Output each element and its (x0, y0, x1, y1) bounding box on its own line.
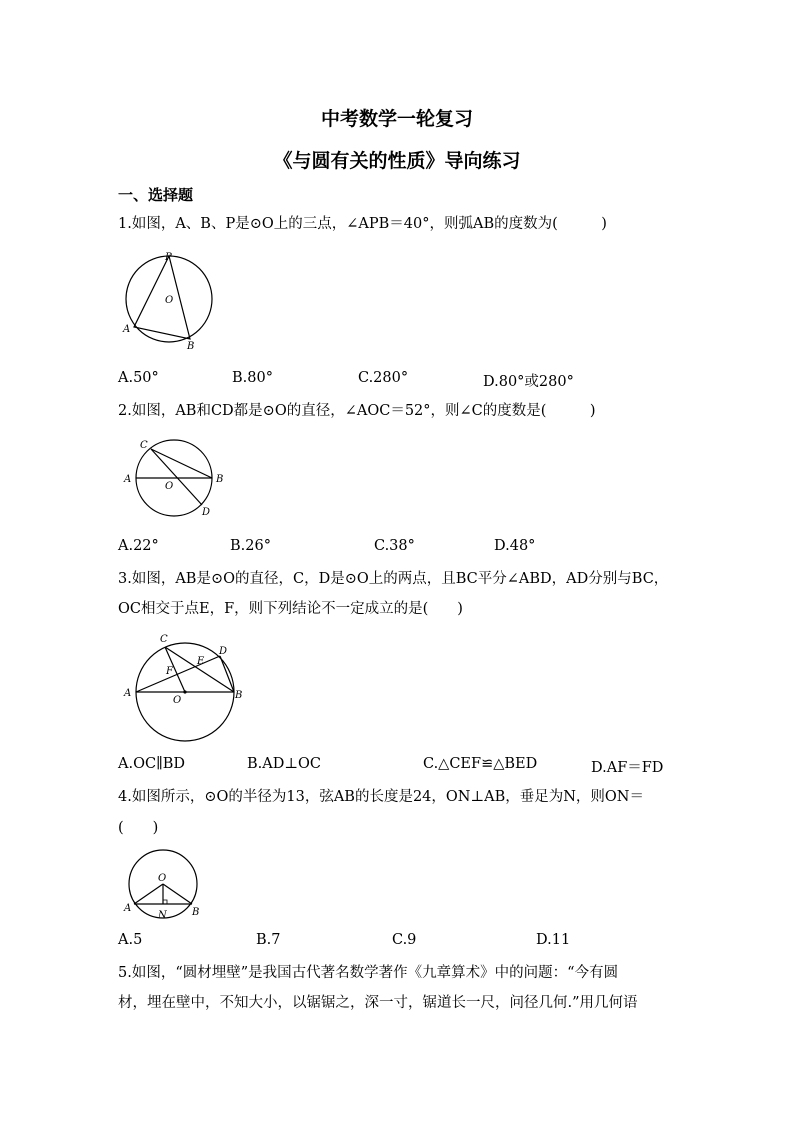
question-4-option-a: A.5 (118, 932, 143, 948)
diameter-cd (151, 449, 202, 505)
label-d: D (219, 646, 228, 657)
question-4-stem-line-1: 4.如图所示，⊙O的半径为13，弦AB的长度是24，ON⊥AB，垂足为N，则ON＝ (118, 789, 644, 805)
question-3-stem-line-2: OC相交于点E，F，则下列结论不一定成立的是( ) (118, 601, 463, 617)
page-title: 中考数学一轮复习 (320, 108, 473, 130)
question-5-stem-line-1: 5.如图，“圆材埋壁”是我国古代著名数学著作《九章算术》中的问题：“今有圆 (118, 965, 619, 981)
label-a: A (124, 474, 132, 485)
label-o: O (165, 481, 174, 492)
label-b: B (192, 907, 200, 918)
question-4-option-d: D.11 (536, 932, 571, 948)
question-3-option-d: D.AF＝FD (591, 760, 664, 776)
center-dot (183, 690, 186, 693)
label-f: F (166, 666, 173, 677)
label-o: O (165, 295, 174, 306)
question-2-option-c: C.38° (374, 538, 415, 554)
question-1-option-b: B.80° (232, 370, 273, 386)
question-3-figure (118, 630, 253, 745)
question-4-figure (118, 848, 208, 923)
label-c: C (140, 440, 148, 451)
label-o: O (173, 695, 182, 706)
label-n: N (158, 910, 167, 921)
triangle-apb (134, 256, 190, 339)
question-1-option-d: D.80°或280° (483, 374, 574, 390)
question-2-option-d: D.48° (494, 538, 536, 554)
question-2-option-b: B.26° (230, 538, 271, 554)
question-4-stem-line-2: ( ) (118, 820, 159, 836)
question-2-option-a: A.22° (118, 538, 159, 554)
label-o: O (158, 873, 167, 884)
question-1-option-c: C.280° (358, 370, 409, 386)
label-a: A (124, 903, 132, 914)
question-4-option-b: B.7 (256, 932, 281, 948)
label-p: P (165, 252, 172, 263)
question-3-stem-line-1: 3.如图，AB是⊙O的直径，C，D是⊙O上的两点，且BC平分∠ABD，AD分别与BC， (118, 571, 669, 587)
section-heading: 一、选择题 (118, 186, 194, 204)
question-1-figure (118, 250, 218, 355)
label-b: B (235, 690, 243, 701)
question-2-stem: 2.如图，AB和CD都是⊙O的直径，∠AOC＝52°，则∠C的度数是( ) (118, 403, 596, 419)
chord-bd (220, 656, 234, 692)
question-2-figure (118, 435, 233, 520)
label-d: D (202, 507, 211, 518)
label-c: C (160, 634, 168, 645)
label-b: B (187, 341, 195, 352)
page-subtitle: 《与圆有关的性质》导向练习 (273, 150, 521, 172)
question-1-stem: 1.如图，A、B、P是⊙O上的三点，∠APB＝40°，则弧AB的度数为( ) (118, 216, 607, 232)
question-3-option-c: C.△CEF≌△BED (423, 756, 538, 772)
question-5-stem-line-2: 材，埋在壁中，不知大小，以锯锯之，深一寸，锯道长一尺，问径几何.”用几何语 (118, 995, 638, 1011)
label-b: B (216, 474, 224, 485)
question-1-option-a: A.50° (118, 370, 159, 386)
question-3-option-a: A.OC∥BD (118, 756, 186, 772)
question-4-option-c: C.9 (392, 932, 417, 948)
question-3-option-b: B.AD⊥OC (247, 756, 321, 772)
label-a: A (123, 324, 131, 335)
label-e: E (197, 656, 205, 667)
label-a: A (124, 688, 132, 699)
radius-oa (134, 884, 163, 904)
